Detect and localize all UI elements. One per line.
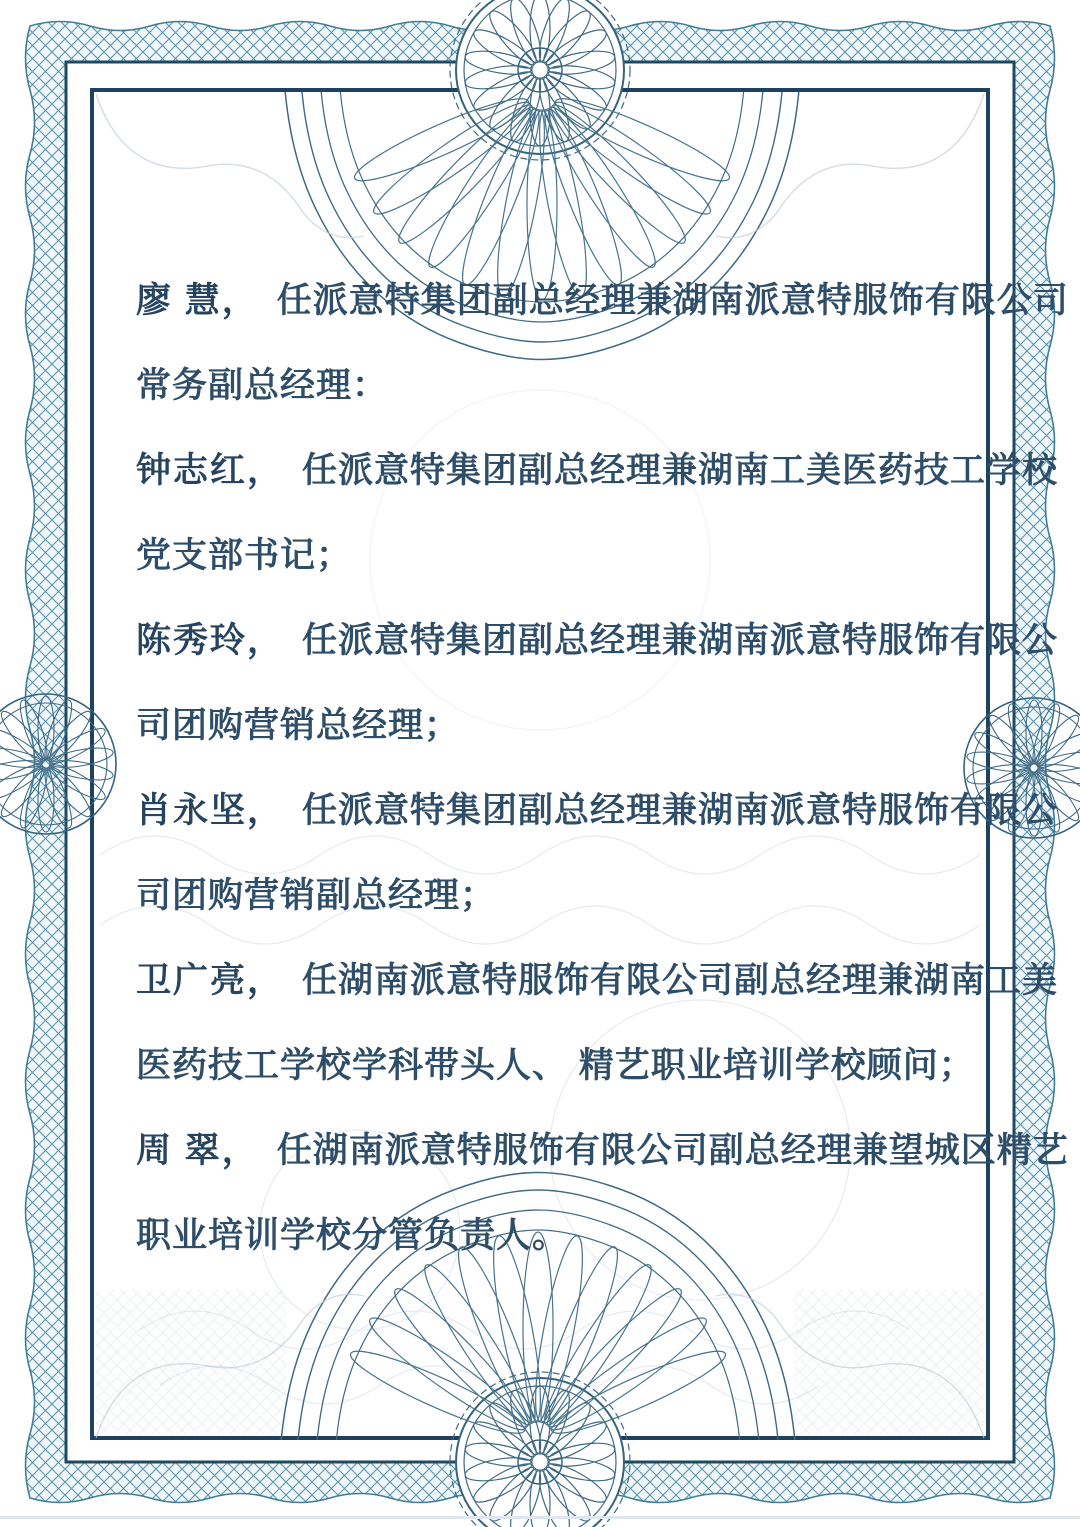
appointment-text (136, 258, 1069, 1278)
text-line (136, 513, 972, 598)
bottom-edge-faint-line (0, 1516, 1080, 1519)
text-line (136, 598, 1059, 683)
person-name: 钟志红， (136, 451, 285, 490)
appointment-text-segment: 党支部书记； (136, 536, 353, 575)
appointment-text-segment: 职业培训学校分管负责人。 (136, 1216, 569, 1255)
appointment-text-segment: 任湖南派意特服饰有限公司副总经理兼望城区精艺 (276, 1131, 1069, 1170)
appointment-text-segment: 任派意特集团副总经理兼湖南派意特服饰有限公 (302, 791, 1059, 830)
appointment-text-segment: 任派意特集团副总经理兼湖南派意特服饰有限公司 (276, 281, 1069, 320)
person-name: 肖永坚， (136, 791, 285, 830)
appointment-text-segment: 司团购营销副总经理； (136, 876, 497, 915)
person-name: 廖 慧， (136, 281, 259, 320)
appointment-text-segment: 司团购营销总经理； (136, 706, 461, 745)
text-line (136, 428, 1059, 513)
appointment-text-segment: 任派意特集团副总经理兼湖南派意特服饰有限公 (302, 621, 1059, 660)
person-name: 周 翠， (136, 1131, 259, 1170)
appointment-text-segment: 任派意特集团副总经理兼湖南工美医药技工学校 (302, 451, 1059, 490)
text-line (136, 768, 1059, 853)
text-line (136, 1193, 972, 1278)
text-line (136, 1023, 975, 1108)
appointment-text-segment: 任湖南派意特服饰有限公司副总经理兼湖南工美 (302, 961, 1059, 1000)
person-name: 陈秀玲， (136, 621, 285, 660)
text-line (136, 683, 972, 768)
appointment-text-segment: 常务副总经理： (136, 366, 389, 405)
appointment-text-segment: 医药技工学校学科带头人、 精艺职业培训学校顾问； (136, 1046, 975, 1085)
text-line (136, 853, 972, 938)
text-line (136, 938, 1059, 1023)
person-name: 卫广亮， (136, 961, 285, 1000)
text-line (136, 343, 972, 428)
text-line (136, 1108, 1069, 1193)
text-line (136, 258, 1069, 343)
